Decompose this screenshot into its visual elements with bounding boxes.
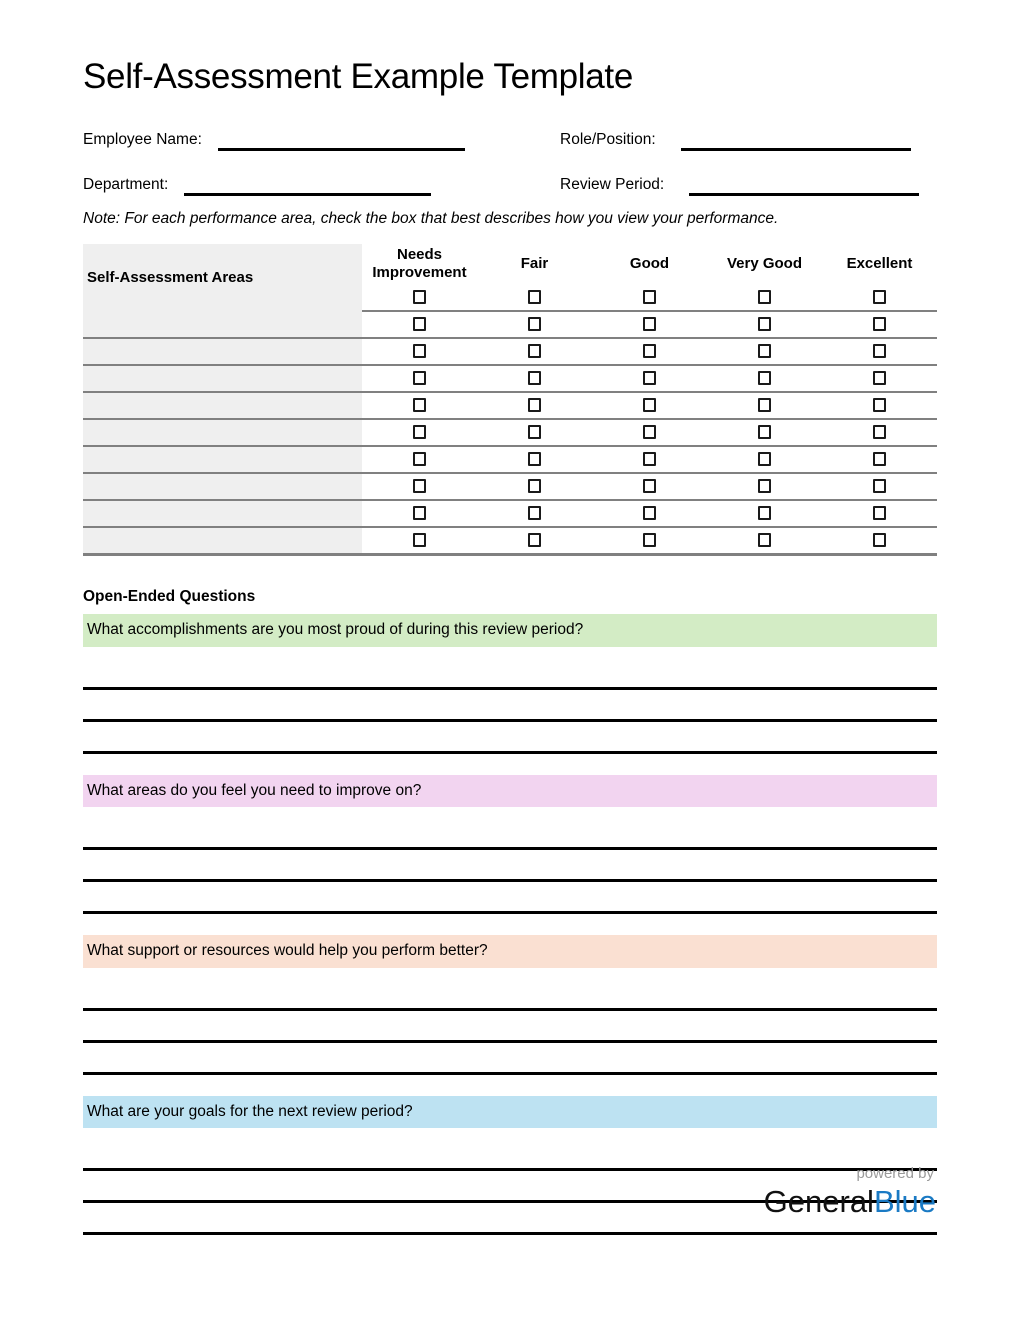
checkbox-cell[interactable] (477, 473, 592, 500)
checkbox-cell[interactable] (362, 527, 477, 555)
department-label: Department: (83, 176, 169, 193)
empty-checkbox-icon[interactable] (643, 533, 656, 547)
role-position-label: Role/Position: (560, 131, 656, 148)
table-row (83, 311, 937, 338)
column-header-self-assessment-areas: Self-Assessment Areas (83, 244, 362, 311)
department-input[interactable] (184, 193, 431, 196)
checkbox-cell[interactable] (707, 527, 822, 555)
open-ended-questions-heading: Open-Ended Questions (83, 588, 256, 606)
rating-table-header (83, 244, 937, 311)
checkbox-cell[interactable] (362, 338, 477, 365)
checkbox-cell[interactable] (707, 338, 822, 365)
assessment-area-input[interactable] (83, 392, 362, 419)
checkbox-cell[interactable] (477, 392, 592, 419)
table-row (83, 338, 937, 365)
table-row (83, 446, 937, 473)
empty-checkbox-icon[interactable] (643, 398, 656, 412)
checkbox-cell-good[interactable] (592, 284, 707, 311)
empty-checkbox-icon[interactable] (758, 506, 771, 520)
empty-checkbox-icon[interactable] (413, 398, 426, 412)
empty-checkbox-icon[interactable] (643, 371, 656, 385)
empty-checkbox-icon[interactable] (528, 398, 541, 412)
answer-line-input[interactable] (83, 719, 937, 722)
empty-checkbox-icon[interactable] (873, 506, 886, 520)
empty-checkbox-icon[interactable] (758, 317, 771, 331)
table-row (83, 392, 937, 419)
page-content (83, 0, 937, 1256)
table-row (83, 500, 937, 527)
assessment-area-input[interactable] (83, 419, 362, 446)
footer-branding (764, 1166, 936, 1217)
empty-checkbox-icon[interactable] (643, 506, 656, 520)
open-ended-question-block (83, 935, 937, 1075)
empty-checkbox-icon[interactable] (528, 425, 541, 439)
empty-checkbox-icon[interactable] (873, 344, 886, 358)
empty-checkbox-icon[interactable] (643, 317, 656, 331)
checkbox-cell[interactable] (362, 473, 477, 500)
empty-checkbox-icon[interactable] (873, 290, 886, 304)
empty-checkbox-icon[interactable] (873, 452, 886, 466)
rating-table-body (83, 311, 937, 555)
checkbox-cell[interactable] (822, 527, 937, 555)
checkbox-cell[interactable] (362, 419, 477, 446)
identity-fields-section (83, 120, 937, 196)
assessment-area-input[interactable] (83, 500, 362, 527)
column-header-very-good: Very Good (726, 255, 803, 273)
table-row (83, 365, 937, 392)
table-row (83, 419, 937, 446)
empty-checkbox-icon[interactable] (413, 452, 426, 466)
review-period-field-group (560, 177, 937, 196)
checkbox-cell[interactable] (362, 446, 477, 473)
empty-checkbox-icon[interactable] (528, 290, 541, 304)
checkbox-cell[interactable] (822, 419, 937, 446)
empty-checkbox-icon[interactable] (758, 533, 771, 547)
table-row (83, 473, 937, 500)
logo-text-blue: Blue (873, 1184, 936, 1219)
rating-table-header-row (83, 244, 937, 284)
column-header-fair: Fair (520, 255, 549, 273)
empty-checkbox-icon[interactable] (643, 344, 656, 358)
checkbox-cell[interactable] (707, 365, 822, 392)
checkbox-cell[interactable] (592, 311, 707, 338)
empty-checkbox-icon[interactable] (643, 425, 656, 439)
checkbox-cell-fair[interactable] (477, 284, 592, 311)
empty-checkbox-icon[interactable] (413, 506, 426, 520)
assessment-area-input[interactable] (83, 473, 362, 500)
empty-checkbox-icon[interactable] (413, 344, 426, 358)
checkbox-cell[interactable] (592, 365, 707, 392)
checkbox-cell[interactable] (822, 500, 937, 527)
checkbox-cell[interactable] (362, 500, 477, 527)
checkbox-cell[interactable] (477, 338, 592, 365)
question-prompt: What are your goals for the next review period? (83, 1096, 937, 1129)
assessment-area-input[interactable] (83, 527, 362, 555)
column-header-needs-improvement: Needs Improvement (372, 246, 467, 282)
empty-checkbox-icon[interactable] (758, 344, 771, 358)
empty-checkbox-icon[interactable] (528, 479, 541, 493)
empty-checkbox-icon[interactable] (413, 290, 426, 304)
checkbox-cell[interactable] (707, 473, 822, 500)
empty-checkbox-icon[interactable] (413, 533, 426, 547)
checkbox-cell[interactable] (592, 446, 707, 473)
answer-line-input[interactable] (83, 1040, 937, 1043)
identity-field-row (83, 165, 937, 196)
checkbox-cell[interactable] (707, 446, 822, 473)
checkbox-cell[interactable] (707, 392, 822, 419)
empty-checkbox-icon[interactable] (758, 398, 771, 412)
checkbox-cell[interactable] (477, 446, 592, 473)
open-ended-question-block (83, 775, 937, 915)
checkbox-cell[interactable] (362, 392, 477, 419)
checkbox-cell[interactable] (707, 311, 822, 338)
checkbox-cell[interactable] (822, 473, 937, 500)
checkbox-cell[interactable] (822, 392, 937, 419)
empty-checkbox-icon[interactable] (413, 425, 426, 439)
assessment-area-input[interactable] (83, 311, 362, 338)
empty-checkbox-icon[interactable] (413, 317, 426, 331)
answer-line-input[interactable] (83, 687, 937, 690)
role-position-field-group (560, 132, 937, 151)
employee-name-label: Employee Name: (83, 131, 202, 148)
empty-checkbox-icon[interactable] (873, 317, 886, 331)
empty-checkbox-icon[interactable] (528, 317, 541, 331)
checkbox-cell[interactable] (592, 419, 707, 446)
answer-line-input[interactable] (83, 911, 937, 914)
answer-line-input[interactable] (83, 879, 937, 882)
checkbox-cell[interactable] (362, 365, 477, 392)
department-field-group (83, 177, 560, 196)
checkbox-cell-needs-improvement[interactable] (362, 284, 477, 311)
checkbox-cell[interactable] (822, 338, 937, 365)
checkbox-cell[interactable] (707, 500, 822, 527)
checkbox-cell[interactable] (822, 446, 937, 473)
checkbox-cell-very-good[interactable] (707, 284, 822, 311)
checkbox-cell[interactable] (477, 419, 592, 446)
empty-checkbox-icon[interactable] (413, 479, 426, 493)
empty-checkbox-icon[interactable] (758, 371, 771, 385)
checkbox-cell-excellent[interactable] (822, 284, 937, 311)
column-header-good: Good (629, 255, 670, 273)
empty-checkbox-icon[interactable] (758, 290, 771, 304)
empty-checkbox-icon[interactable] (873, 479, 886, 493)
empty-checkbox-icon[interactable] (528, 452, 541, 466)
page-title: Self-Assessment Example Template (83, 57, 633, 96)
generalblue-logo (764, 1186, 936, 1217)
answer-line-input[interactable] (83, 751, 937, 754)
powered-by-label: powered by (856, 1165, 934, 1182)
empty-checkbox-icon[interactable] (873, 398, 886, 412)
checkbox-cell[interactable] (592, 473, 707, 500)
checkbox-cell[interactable] (592, 527, 707, 555)
empty-checkbox-icon[interactable] (758, 452, 771, 466)
empty-checkbox-icon[interactable] (528, 533, 541, 547)
review-period-label: Review Period: (560, 176, 665, 193)
checkbox-cell[interactable] (822, 311, 937, 338)
question-prompt: What support or resources would help you perform better? (83, 935, 937, 968)
checkbox-cell[interactable] (707, 419, 822, 446)
column-header-excellent: Excellent (846, 255, 913, 273)
review-period-input[interactable] (689, 193, 919, 196)
employee-name-field-group (83, 132, 560, 151)
self-assessment-rating-table (83, 244, 937, 556)
empty-checkbox-icon[interactable] (528, 344, 541, 358)
employee-name-input[interactable] (218, 148, 465, 151)
empty-checkbox-icon[interactable] (873, 533, 886, 547)
checkbox-cell[interactable] (477, 527, 592, 555)
checkbox-cell[interactable] (592, 338, 707, 365)
empty-checkbox-icon[interactable] (643, 479, 656, 493)
instruction-note: Note: For each performance area, check the box that best describes how you view your performance. (83, 209, 779, 227)
open-ended-question-block (83, 614, 937, 754)
empty-checkbox-icon[interactable] (528, 371, 541, 385)
empty-checkbox-icon[interactable] (873, 425, 886, 439)
logo-text-general: General (763, 1184, 874, 1219)
question-prompt: What areas do you feel you need to improve on? (83, 775, 937, 808)
empty-checkbox-icon[interactable] (873, 371, 886, 385)
identity-field-row (83, 120, 937, 151)
answer-line-input[interactable] (83, 1232, 937, 1235)
checkbox-cell[interactable] (592, 392, 707, 419)
empty-checkbox-icon[interactable] (758, 425, 771, 439)
assessment-area-input[interactable] (83, 338, 362, 365)
assessment-area-input[interactable] (83, 365, 362, 392)
question-prompt: What accomplishments are you most proud of during this review period? (83, 614, 937, 647)
answer-line-input[interactable] (83, 1072, 937, 1075)
empty-checkbox-icon[interactable] (528, 506, 541, 520)
checkbox-cell[interactable] (477, 500, 592, 527)
table-row (83, 527, 937, 555)
checkbox-cell[interactable] (477, 365, 592, 392)
empty-checkbox-icon[interactable] (643, 452, 656, 466)
answer-line-input[interactable] (83, 847, 937, 850)
checkbox-cell[interactable] (592, 500, 707, 527)
checkbox-cell[interactable] (477, 311, 592, 338)
open-ended-questions-container (83, 614, 937, 1235)
checkbox-cell[interactable] (822, 365, 937, 392)
answer-line-input[interactable] (83, 1008, 937, 1011)
empty-checkbox-icon[interactable] (413, 371, 426, 385)
empty-checkbox-icon[interactable] (643, 290, 656, 304)
assessment-area-input[interactable] (83, 446, 362, 473)
empty-checkbox-icon[interactable] (758, 479, 771, 493)
checkbox-cell[interactable] (362, 311, 477, 338)
role-position-input[interactable] (681, 148, 911, 151)
